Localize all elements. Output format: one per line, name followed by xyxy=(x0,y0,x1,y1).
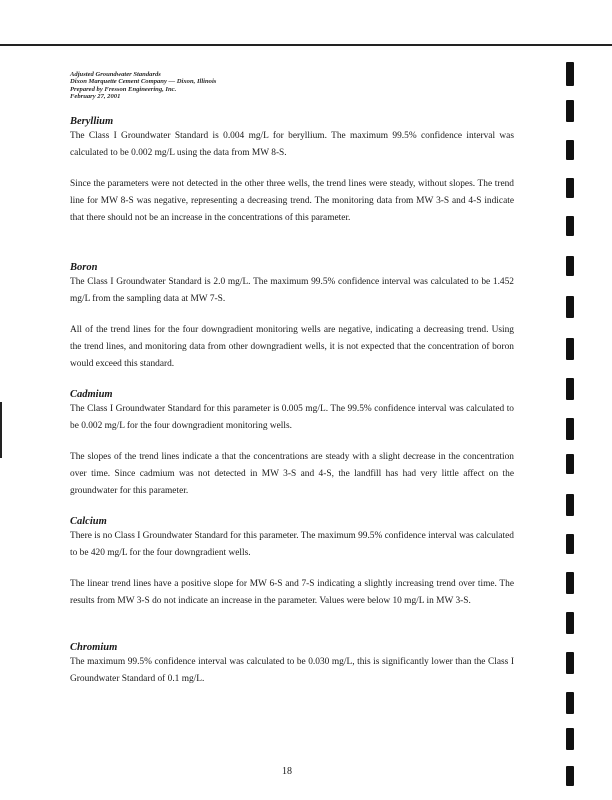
header-date: February 27, 2001 xyxy=(70,92,121,100)
section-heading: Cadmium xyxy=(70,389,113,400)
edge-mark xyxy=(566,140,574,160)
edge-mark xyxy=(566,296,574,318)
edge-mark xyxy=(566,692,574,714)
paragraph: The slopes of the trend lines indicate a that the concentrations are steady with a slight decrease in the concentration over time. Since cadmium was not detected in MW 3-S and 4-S, the landfill has had very little affect on the groundwater for this parameter. xyxy=(70,452,514,496)
edge-mark xyxy=(566,766,574,786)
section-heading: Boron xyxy=(70,262,98,273)
section-heading: Beryllium xyxy=(70,116,114,127)
edge-mark xyxy=(566,494,574,516)
section-beryllium xyxy=(70,116,514,227)
document-header xyxy=(70,71,216,100)
edge-mark xyxy=(566,62,574,86)
edge-mark xyxy=(566,454,574,474)
paragraph: The Class I Groundwater Standard for this parameter is 0.005 mg/L. The 99.5% confidence interval was calculated to be 0.002 mg/L for the four downgradient monitoring wells. xyxy=(70,404,514,431)
paragraph: Since the parameters were not detected in the other three wells, the trend lines were steady, without slopes. The trend line for MW 8-S was negative, representing a decreasing trend. The monitoring data from MW 3-S and 4-S indicate that there should not be an increase in the concentrations of this parameter. xyxy=(70,179,514,223)
edge-mark xyxy=(566,100,574,122)
paragraph: The maximum 99.5% confidence interval was calculated to be 0.030 mg/L, this is significantly lower than the Class I Groundwater Standard of 0.1 mg/L. xyxy=(70,657,514,684)
edge-mark xyxy=(566,178,574,198)
header-title: Adjusted Groundwater Standards xyxy=(70,71,161,78)
edge-mark xyxy=(566,418,574,440)
edge-mark xyxy=(566,652,574,674)
edge-mark xyxy=(566,256,574,276)
edge-mark xyxy=(566,534,574,554)
paragraph: The linear trend lines have a positive slope for MW 6-S and 7-S indicating a slightly increasing trend over time. The results from MW 3-S do not indicate an increase in the parameter. Values were below 10 mg/L in MW 3-S. xyxy=(70,579,514,606)
section-heading: Chromium xyxy=(70,642,118,653)
header-client: Dixon Marquette Cement Company — Dixon, Illinois xyxy=(70,78,217,86)
edge-mark xyxy=(566,612,574,634)
page-number: 18 xyxy=(282,766,292,777)
section-calcium xyxy=(70,516,514,610)
section-chromium xyxy=(70,642,514,688)
edge-mark xyxy=(566,572,574,594)
paragraph: The Class I Groundwater Standard is 0.004 mg/L for beryllium. The maximum 99.5% confidence interval was calculated to be 0.002 mg/L using the data from MW 8-S. xyxy=(70,131,514,158)
paragraph: The Class I Groundwater Standard is 2.0 mg/L. The maximum 99.5% confidence interval was calculated to be 1.452 mg/L from the sampling data at MW 7-S. xyxy=(70,277,514,304)
edge-mark xyxy=(566,216,574,236)
section-heading: Calcium xyxy=(70,516,107,527)
section-cadmium xyxy=(70,389,514,500)
header-preparer: Prepared by Fresson Engineering, Inc. xyxy=(70,85,177,93)
paragraph: There is no Class I Groundwater Standard for this parameter. The maximum 99.5% confidence interval was calculated to be 420 mg/L for the four downgradient wells. xyxy=(70,531,514,558)
edge-mark xyxy=(566,378,574,400)
paragraph: All of the trend lines for the four downgradient monitoring wells are negative, indicating a decreasing trend. Using the trend lines, and monitoring data from other downgradient wells, it is not expected that the concentration of boron would exceed this standard. xyxy=(70,325,514,369)
left-margin-mark xyxy=(0,402,2,458)
section-boron xyxy=(70,262,514,373)
edge-mark xyxy=(566,338,574,360)
edge-mark xyxy=(566,728,574,750)
top-rule xyxy=(0,44,612,46)
